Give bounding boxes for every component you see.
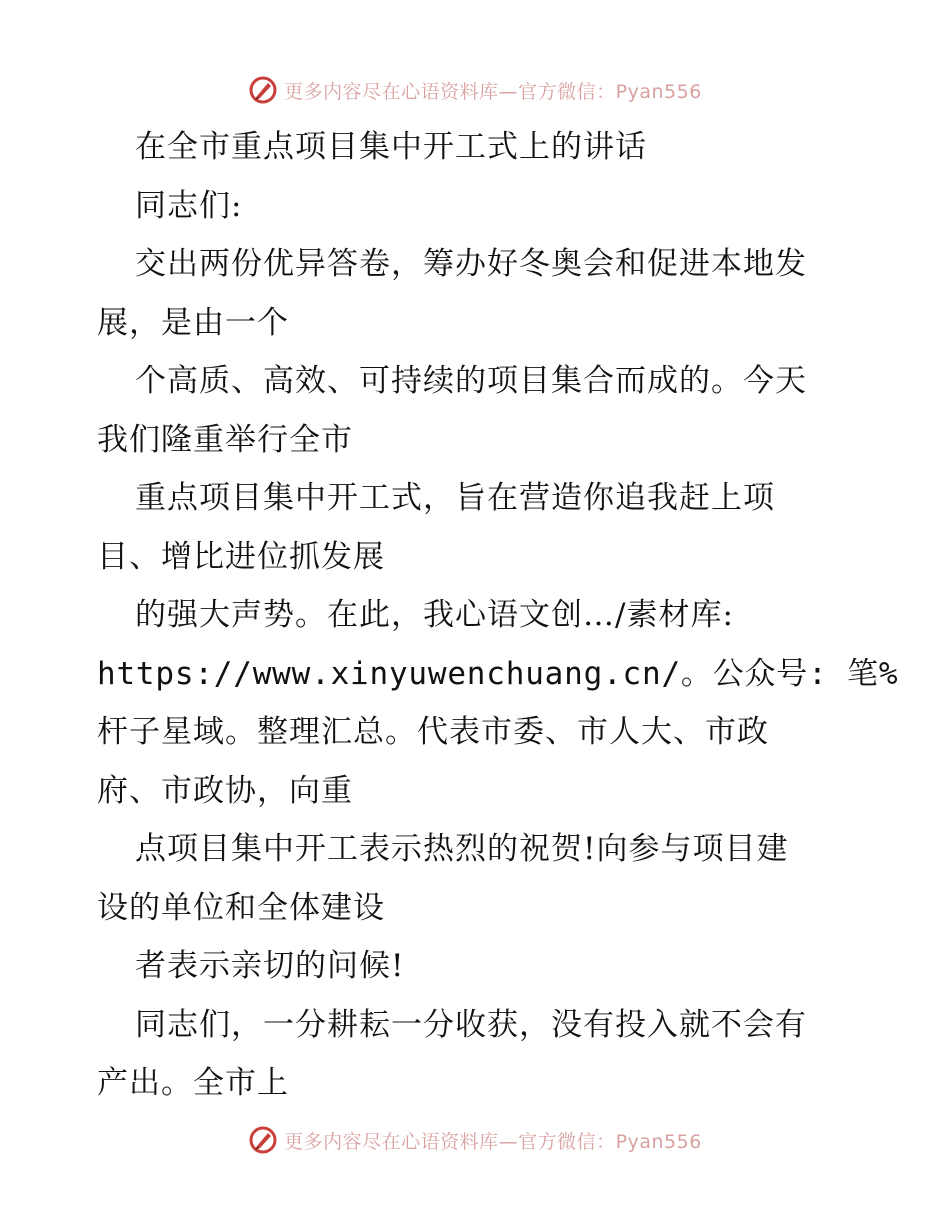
paragraph-line: 我们隆重举行全市 (97, 421, 353, 458)
paragraph-line-url: https://www.xinyuwenchuang.cn/。公众号: 笔% (97, 655, 899, 692)
paragraph-line: 展，是由一个 (97, 304, 289, 341)
watermark-footer (0, 1120, 950, 1160)
watermark-text: 更多内容尽在心语资料库—官方微信：Pyan556 (284, 1130, 702, 1153)
paragraph-line: 设的单位和全体建设 (97, 889, 385, 926)
watermark-header (0, 70, 950, 110)
watermark-text: 更多内容尽在心语资料库—官方微信：Pyan556 (284, 80, 702, 103)
paragraph-line: 交出两份优异答卷，筹办好冬奥会和促进本地发 (135, 246, 807, 282)
paragraph-line: 个高质、高效、可持续的项目集合而成的。今天 (135, 363, 807, 399)
salutation: 同志们: (135, 187, 243, 224)
paragraph-line: 点项目集中开工表示热烈的祝贺!向参与项目建 (135, 831, 789, 867)
paragraph-line: 产出。全市上 (97, 1065, 289, 1101)
pen-circle-logo-icon (248, 75, 278, 105)
paragraph-line: 同志们，一分耕耘一分收获，没有投入就不会有 (135, 1006, 807, 1043)
paragraph-line: 府、市政协，向重 (97, 772, 353, 809)
paragraph-line: 者表示亲切的问候! (135, 948, 405, 984)
pen-circle-logo-icon (248, 1125, 278, 1155)
paragraph-line: 的强大声势。在此，我心语文创…/素材库: (135, 597, 734, 633)
document-title: 在全市重点项目集中开工式上的讲话 (135, 129, 647, 165)
paragraph-line: 目、增比进位抓发展 (97, 538, 385, 575)
document-body (97, 118, 899, 1113)
paragraph-line: 重点项目集中开工式，旨在营造你追我赶上项 (135, 480, 775, 516)
paragraph-line: 杆子星域。整理汇总。代表市委、市人大、市政 (97, 714, 769, 750)
